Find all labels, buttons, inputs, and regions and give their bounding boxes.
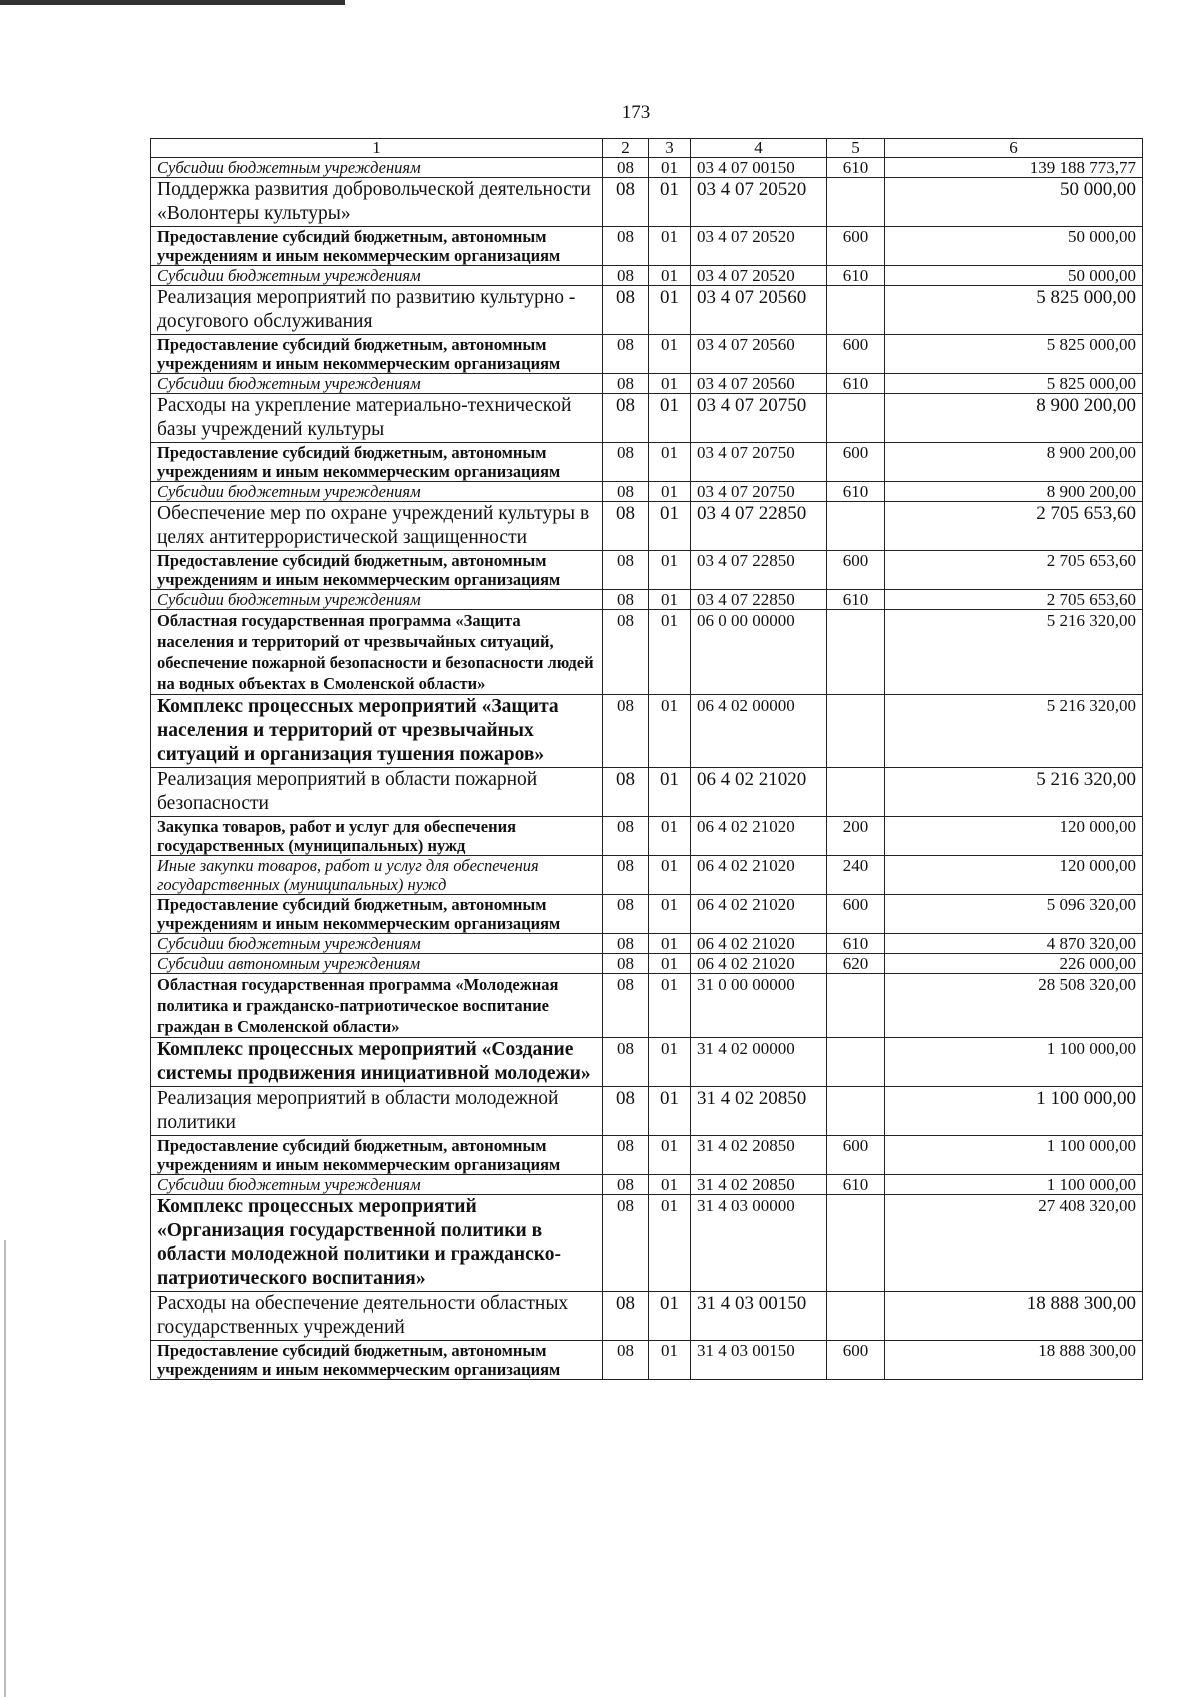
row-expense-type [827, 974, 885, 1038]
row-subsection: 01 [649, 335, 691, 374]
row-amount: 2 705 653,60 [885, 502, 1143, 551]
row-section: 08 [603, 227, 649, 266]
row-amount: 1 100 000,00 [885, 1175, 1143, 1195]
row-name: Поддержка развития добровольческой деятельности «Волонтеры культуры» [151, 178, 603, 227]
row-expense-type [827, 178, 885, 227]
row-target-code: 03 4 07 20520 [691, 266, 827, 286]
row-subsection: 01 [649, 266, 691, 286]
row-name: Комплекс процессных мероприятий «Создание системы продвижения инициативной молодежи» [151, 1038, 603, 1087]
row-name: Областная государственная программа «Защита населения и территорий от чрезвычайных ситуаций, обеспечение пожарной безопасности и безопасности людей на водных объектах в Смоленской области» [151, 610, 603, 695]
row-expense-type [827, 610, 885, 695]
row-section: 08 [603, 178, 649, 227]
row-subsection: 01 [649, 974, 691, 1038]
row-expense-type: 620 [827, 954, 885, 974]
row-expense-type: 600 [827, 335, 885, 374]
budget-table [150, 138, 1143, 1380]
row-amount: 18 888 300,00 [885, 1292, 1143, 1341]
row-name: Субсидии бюджетным учреждениям [151, 158, 603, 178]
row-section: 08 [603, 482, 649, 502]
row-section: 08 [603, 1195, 649, 1292]
table-row [151, 895, 1143, 934]
table-row [151, 394, 1143, 443]
row-amount: 2 705 653,60 [885, 551, 1143, 590]
row-subsection: 01 [649, 374, 691, 394]
row-amount: 5 825 000,00 [885, 286, 1143, 335]
row-section: 08 [603, 394, 649, 443]
row-target-code: 03 4 07 22850 [691, 551, 827, 590]
row-section: 08 [603, 374, 649, 394]
row-amount: 28 508 320,00 [885, 974, 1143, 1038]
row-amount: 8 900 200,00 [885, 482, 1143, 502]
row-section: 08 [603, 934, 649, 954]
row-name: Расходы на укрепление материально-технической базы учреждений культуры [151, 394, 603, 443]
row-target-code: 31 4 02 20850 [691, 1136, 827, 1175]
table-row [151, 590, 1143, 610]
row-expense-type [827, 1038, 885, 1087]
row-name: Субсидии бюджетным учреждениям [151, 590, 603, 610]
row-name: Комплекс процессных мероприятий «Организация государственной политики в области молодежной политики и гражданско-патриотического воспитания» [151, 1195, 603, 1292]
row-subsection: 01 [649, 1195, 691, 1292]
row-name: Субсидии бюджетным учреждениям [151, 934, 603, 954]
scan-edge-mark [0, 0, 345, 5]
row-name: Реализация мероприятий в области пожарной безопасности [151, 768, 603, 817]
row-target-code: 03 4 07 00150 [691, 158, 827, 178]
row-name: Предоставление субсидий бюджетным, автономным учреждениям и иным некоммерческим организациям [151, 227, 603, 266]
row-name: Предоставление субсидий бюджетным, автономным учреждениям и иным некоммерческим организациям [151, 1136, 603, 1175]
row-target-code: 03 4 07 22850 [691, 590, 827, 610]
row-expense-type [827, 286, 885, 335]
row-subsection: 01 [649, 502, 691, 551]
row-subsection: 01 [649, 1038, 691, 1087]
row-amount: 8 900 200,00 [885, 443, 1143, 482]
table-row [151, 954, 1143, 974]
row-target-code: 06 0 00 00000 [691, 610, 827, 695]
row-subsection: 01 [649, 768, 691, 817]
row-amount: 120 000,00 [885, 856, 1143, 895]
row-name: Обеспечение мер по охране учреждений культуры в целях антитеррористической защищенности [151, 502, 603, 551]
row-target-code: 03 4 07 20560 [691, 286, 827, 335]
row-target-code: 03 4 07 20750 [691, 443, 827, 482]
row-expense-type: 200 [827, 817, 885, 856]
row-subsection: 01 [649, 443, 691, 482]
row-subsection: 01 [649, 551, 691, 590]
row-amount: 139 188 773,77 [885, 158, 1143, 178]
header-col-4: 4 [691, 139, 827, 158]
row-amount: 226 000,00 [885, 954, 1143, 974]
row-amount: 4 870 320,00 [885, 934, 1143, 954]
row-section: 08 [603, 502, 649, 551]
row-name: Реализация мероприятий по развитию культурно - досугового обслуживания [151, 286, 603, 335]
row-target-code: 06 4 02 21020 [691, 856, 827, 895]
row-amount: 5 096 320,00 [885, 895, 1143, 934]
row-subsection: 01 [649, 934, 691, 954]
row-target-code: 06 4 02 00000 [691, 695, 827, 768]
row-name: Предоставление субсидий бюджетным, автономным учреждениям и иным некоммерческим организациям [151, 895, 603, 934]
row-target-code: 06 4 02 21020 [691, 954, 827, 974]
row-section: 08 [603, 1038, 649, 1087]
row-section: 08 [603, 1292, 649, 1341]
row-expense-type [827, 502, 885, 551]
row-name: Предоставление субсидий бюджетным, автономным учреждениям и иным некоммерческим организациям [151, 551, 603, 590]
row-expense-type: 610 [827, 590, 885, 610]
row-section: 08 [603, 590, 649, 610]
table-row [151, 158, 1143, 178]
row-subsection: 01 [649, 394, 691, 443]
table-row [151, 227, 1143, 266]
header-col-3: 3 [649, 139, 691, 158]
row-amount: 120 000,00 [885, 817, 1143, 856]
row-name: Субсидии автономным учреждениям [151, 954, 603, 974]
row-amount: 18 888 300,00 [885, 1341, 1143, 1380]
row-amount: 27 408 320,00 [885, 1195, 1143, 1292]
row-target-code: 03 4 07 20560 [691, 335, 827, 374]
row-section: 08 [603, 856, 649, 895]
row-amount: 5 216 320,00 [885, 768, 1143, 817]
row-expense-type: 600 [827, 1341, 885, 1380]
row-subsection: 01 [649, 1087, 691, 1136]
row-target-code: 03 4 07 20750 [691, 482, 827, 502]
row-section: 08 [603, 1175, 649, 1195]
table-body [151, 158, 1143, 1380]
row-target-code: 06 4 02 21020 [691, 895, 827, 934]
table-row [151, 443, 1143, 482]
row-name: Предоставление субсидий бюджетным, автономным учреждениям и иным некоммерческим организациям [151, 443, 603, 482]
row-name: Расходы на обеспечение деятельности областных государственных учреждений [151, 1292, 603, 1341]
row-expense-type: 610 [827, 158, 885, 178]
table-row [151, 502, 1143, 551]
table-row [151, 286, 1143, 335]
table-row [151, 178, 1143, 227]
row-section: 08 [603, 286, 649, 335]
row-section: 08 [603, 954, 649, 974]
row-expense-type: 610 [827, 374, 885, 394]
row-amount: 50 000,00 [885, 227, 1143, 266]
row-name: Реализация мероприятий в области молодежной политики [151, 1087, 603, 1136]
header-col-6: 6 [885, 139, 1143, 158]
row-section: 08 [603, 768, 649, 817]
row-amount: 2 705 653,60 [885, 590, 1143, 610]
row-subsection: 01 [649, 856, 691, 895]
table-row [151, 1087, 1143, 1136]
row-target-code: 03 4 07 22850 [691, 502, 827, 551]
row-target-code: 31 4 02 00000 [691, 1038, 827, 1087]
table-row [151, 768, 1143, 817]
row-expense-type: 600 [827, 1136, 885, 1175]
row-target-code: 06 4 02 21020 [691, 934, 827, 954]
table-header-row [151, 139, 1143, 158]
row-expense-type [827, 1292, 885, 1341]
table-row [151, 1292, 1143, 1341]
row-expense-type: 240 [827, 856, 885, 895]
row-expense-type: 600 [827, 551, 885, 590]
row-name: Комплекс процессных мероприятий «Защита населения и территорий от чрезвычайных ситуаций и организация тушения пожаров» [151, 695, 603, 768]
table-row [151, 335, 1143, 374]
row-target-code: 31 4 03 00150 [691, 1292, 827, 1341]
row-section: 08 [603, 695, 649, 768]
row-expense-type: 610 [827, 266, 885, 286]
row-target-code: 03 4 07 20750 [691, 394, 827, 443]
row-name: Субсидии бюджетным учреждениям [151, 482, 603, 502]
table-row [151, 551, 1143, 590]
row-name: Субсидии бюджетным учреждениям [151, 1175, 603, 1195]
table-row [151, 1136, 1143, 1175]
table-row [151, 974, 1143, 1038]
page-number: 173 [621, 102, 651, 123]
table-row [151, 856, 1143, 895]
row-name: Предоставление субсидий бюджетным, автономным учреждениям и иным некоммерческим организациям [151, 335, 603, 374]
table-row [151, 266, 1143, 286]
table-row [151, 1341, 1143, 1380]
row-subsection: 01 [649, 610, 691, 695]
row-target-code: 31 4 02 20850 [691, 1087, 827, 1136]
row-expense-type [827, 1195, 885, 1292]
row-target-code: 03 4 07 20520 [691, 227, 827, 266]
table-row [151, 1195, 1143, 1292]
row-amount: 1 100 000,00 [885, 1038, 1143, 1087]
row-expense-type [827, 768, 885, 817]
row-name: Областная государственная программа «Молодежная политика и гражданско-патриотическое воспитание граждан в Смоленской области» [151, 974, 603, 1038]
row-expense-type: 600 [827, 895, 885, 934]
row-subsection: 01 [649, 695, 691, 768]
row-section: 08 [603, 1341, 649, 1380]
table-row [151, 695, 1143, 768]
table-row [151, 817, 1143, 856]
row-amount: 8 900 200,00 [885, 394, 1143, 443]
table-row [151, 610, 1143, 695]
row-amount: 5 216 320,00 [885, 695, 1143, 768]
row-section: 08 [603, 266, 649, 286]
row-subsection: 01 [649, 1292, 691, 1341]
row-name: Субсидии бюджетным учреждениям [151, 266, 603, 286]
row-section: 08 [603, 895, 649, 934]
row-expense-type: 610 [827, 934, 885, 954]
header-col-2: 2 [603, 139, 649, 158]
row-subsection: 01 [649, 286, 691, 335]
row-expense-type: 610 [827, 482, 885, 502]
row-section: 08 [603, 443, 649, 482]
row-subsection: 01 [649, 227, 691, 266]
row-target-code: 03 4 07 20520 [691, 178, 827, 227]
header-col-5: 5 [827, 139, 885, 158]
row-expense-type [827, 1087, 885, 1136]
row-subsection: 01 [649, 1136, 691, 1175]
row-target-code: 31 4 03 00000 [691, 1195, 827, 1292]
row-expense-type: 610 [827, 1175, 885, 1195]
row-amount: 5 825 000,00 [885, 335, 1143, 374]
row-name: Закупка товаров, работ и услуг для обеспечения государственных (муниципальных) нужд [151, 817, 603, 856]
row-expense-type: 600 [827, 227, 885, 266]
row-expense-type [827, 394, 885, 443]
scan-edge-line [4, 1240, 6, 1697]
table-row [151, 1038, 1143, 1087]
row-target-code: 31 4 02 20850 [691, 1175, 827, 1195]
row-amount: 5 825 000,00 [885, 374, 1143, 394]
row-amount: 5 216 320,00 [885, 610, 1143, 695]
row-subsection: 01 [649, 817, 691, 856]
row-section: 08 [603, 817, 649, 856]
row-subsection: 01 [649, 1175, 691, 1195]
row-target-code: 31 4 03 00150 [691, 1341, 827, 1380]
row-section: 08 [603, 974, 649, 1038]
row-target-code: 03 4 07 20560 [691, 374, 827, 394]
row-section: 08 [603, 610, 649, 695]
row-amount: 50 000,00 [885, 266, 1143, 286]
row-subsection: 01 [649, 954, 691, 974]
row-name: Предоставление субсидий бюджетным, автономным учреждениям и иным некоммерческим организациям [151, 1341, 603, 1380]
row-amount: 50 000,00 [885, 178, 1143, 227]
header-col-1: 1 [151, 139, 603, 158]
table-row [151, 934, 1143, 954]
row-section: 08 [603, 551, 649, 590]
row-section: 08 [603, 1087, 649, 1136]
row-target-code: 06 4 02 21020 [691, 817, 827, 856]
row-section: 08 [603, 158, 649, 178]
row-name: Субсидии бюджетным учреждениям [151, 374, 603, 394]
row-expense-type [827, 695, 885, 768]
row-name: Иные закупки товаров, работ и услуг для обеспечения государственных (муниципальных) нужд [151, 856, 603, 895]
row-section: 08 [603, 335, 649, 374]
row-subsection: 01 [649, 1341, 691, 1380]
table-row [151, 374, 1143, 394]
row-amount: 1 100 000,00 [885, 1136, 1143, 1175]
row-target-code: 31 0 00 00000 [691, 974, 827, 1038]
row-expense-type: 600 [827, 443, 885, 482]
row-subsection: 01 [649, 482, 691, 502]
row-subsection: 01 [649, 895, 691, 934]
table-row [151, 1175, 1143, 1195]
row-target-code: 06 4 02 21020 [691, 768, 827, 817]
row-section: 08 [603, 1136, 649, 1175]
row-subsection: 01 [649, 158, 691, 178]
row-amount: 1 100 000,00 [885, 1087, 1143, 1136]
table-row [151, 482, 1143, 502]
row-subsection: 01 [649, 590, 691, 610]
row-subsection: 01 [649, 178, 691, 227]
